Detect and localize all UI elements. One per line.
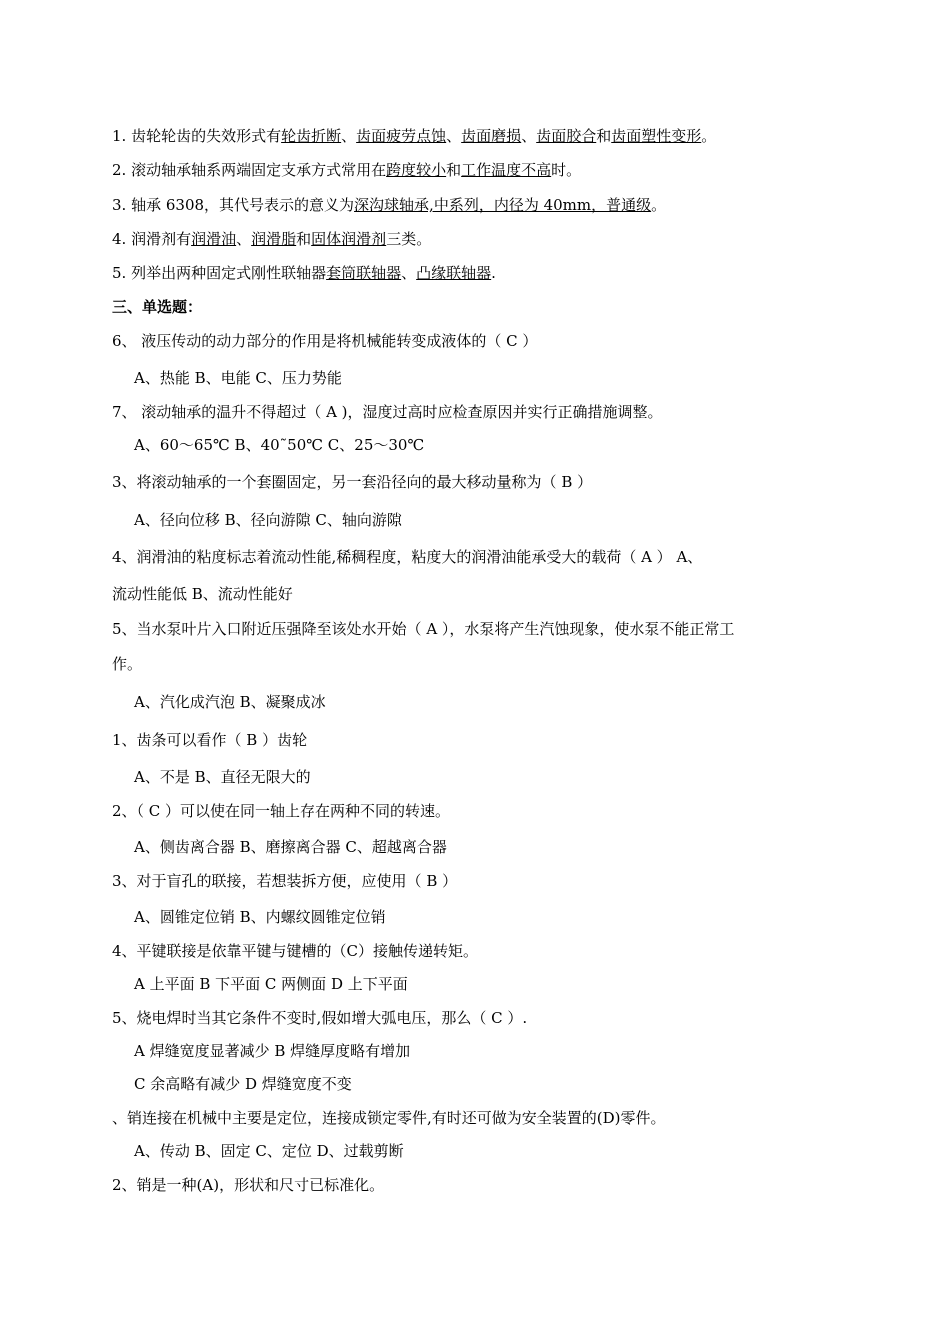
question-line: 2、销是一种(A)，形状和尺寸已标准化。 — [112, 1176, 385, 1194]
options-line: C 余高略有减少 D 焊缝宽度不变 — [134, 1075, 352, 1093]
question-line: 、销连接在机械中主要是定位，连接成锁定零件,有时还可做为安全装置的(D)零件。 — [112, 1109, 666, 1127]
fill-item-4: 4. 润滑剂有润滑油、润滑脂和固体润滑剂三类。 — [112, 230, 432, 248]
fill-item-3: 3. 轴承 6308，其代号表示的意义为深沟球轴承,中系列，内径为 40mm，普通级。 — [112, 196, 667, 214]
options-line: A、不是 B、直径无限大的 — [134, 768, 311, 786]
options-line: A 焊缝宽度显著减少 B 焊缝厚度略有增加 — [134, 1042, 411, 1060]
question-line-cont: 作。 — [112, 655, 143, 673]
question-line: 5、当水泵叶片入口附近压强降至该处水开始（ A ），水泵将产生汽蚀现象，使水泵不能正常工 — [112, 620, 735, 638]
question-line: 1、齿条可以看作（ B ）齿轮 — [112, 731, 308, 749]
options-line: A、径向位移 B、径向游隙 C、轴向游隙 — [134, 511, 402, 529]
section-title: 三、单选题： — [112, 298, 203, 316]
fill-item-1: 1. 齿轮轮齿的失效形式有轮齿折断、齿面疲劳点蚀、齿面磨损、齿面胶合和齿面塑性变形。 — [112, 127, 717, 145]
question-line: 3、将滚动轴承的一个套圈固定，另一套沿径向的最大移动量称为（ B ） — [112, 473, 593, 491]
options-line: A、圆锥定位销 B、内螺纹圆锥定位销 — [134, 908, 386, 926]
question-line: 3、对于盲孔的联接，若想装拆方便，应使用（ B ） — [112, 872, 458, 890]
options-line: A、60～65℃ B、40˜50℃ C、25～30℃ — [134, 436, 425, 454]
question-line: 6、 液压传动的动力部分的作用是将机械能转变成液体的（ C ） — [112, 332, 538, 350]
options-line: A、热能 B、电能 C、压力势能 — [134, 369, 342, 387]
question-line: 7、 滚动轴承的温升不得超过（ A )，湿度过高时应检查原因并实行正确措施调整。 — [112, 403, 663, 421]
question-line: 5、烧电焊时当其它条件不变时,假如增大弧电压，那么（ C ）. — [112, 1009, 528, 1027]
fill-item-5: 5. 列举出两种固定式刚性联轴器套筒联轴器、凸缘联轴器. — [112, 264, 496, 282]
options-line: A 上平面 B 下平面 C 两侧面 D 上下平面 — [134, 975, 408, 993]
question-line: 4、润滑油的粘度标志着流动性能,稀稠程度，粘度大的润滑油能承受大的载荷（ A ） A、 — [112, 548, 703, 566]
question-line: 2、（ C ）可以使在同一轴上存在两种不同的转速。 — [112, 802, 451, 820]
question-line: 4、平键联接是依靠平键与键槽的（C）接触传递转矩。 — [112, 942, 479, 960]
fill-item-2: 2. 滚动轴承轴系两端固定支承方式常用在跨度较小和工作温度不高时。 — [112, 161, 582, 179]
options-line: A、汽化成汽泡 B、凝聚成冰 — [134, 693, 326, 711]
options-line: A、侧齿离合器 B、磨擦离合器 C、超越离合器 — [134, 838, 447, 856]
options-line: 流动性能低 B、流动性能好 — [112, 585, 293, 603]
options-line: A、传动 B、固定 C、定位 D、过载剪断 — [134, 1142, 404, 1160]
